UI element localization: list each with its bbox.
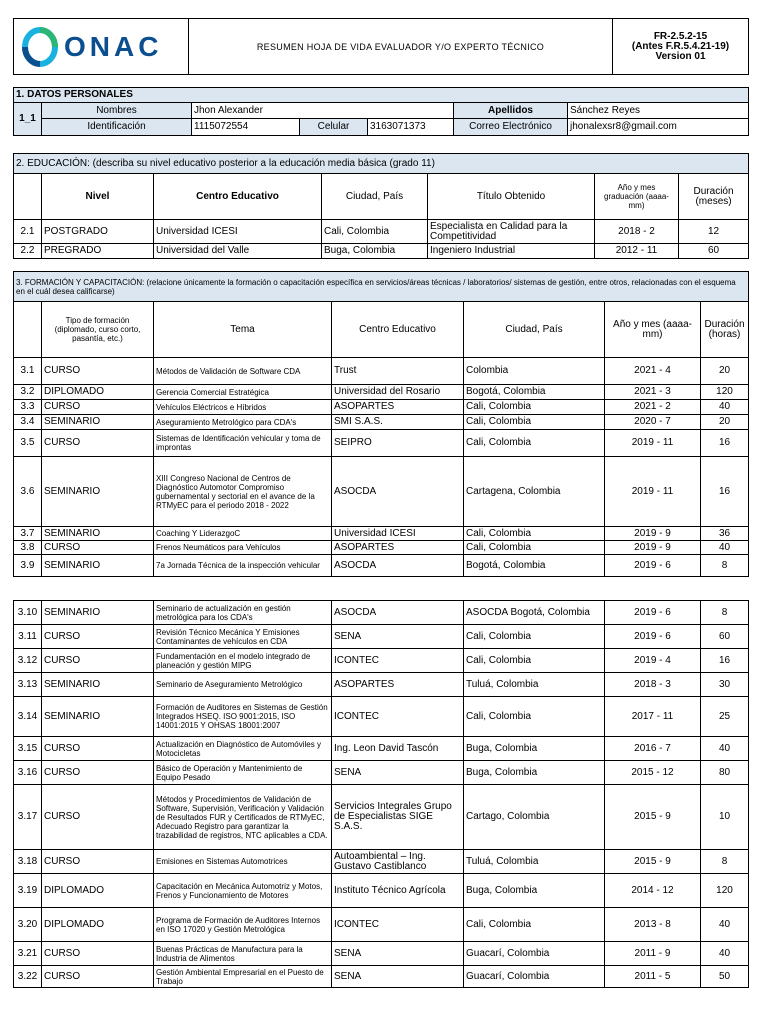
training-ciudad: Cali, Colombia bbox=[464, 527, 605, 541]
training-fecha: 2019 - 6 bbox=[605, 555, 701, 577]
training-row bbox=[14, 874, 749, 908]
training-row bbox=[14, 385, 749, 400]
training-num: 3.5 bbox=[14, 430, 42, 457]
training-tipo: SEMINARIO bbox=[42, 673, 154, 697]
training-row bbox=[14, 697, 749, 737]
section-1-title: 1. DATOS PERSONALES bbox=[14, 88, 749, 103]
training-row bbox=[14, 527, 749, 541]
training-horas: 8 bbox=[701, 555, 749, 577]
training-num: 3.17 bbox=[14, 785, 42, 850]
training-horas: 40 bbox=[701, 541, 749, 555]
education-nivel: POSTGRADO bbox=[42, 220, 154, 244]
training-ciudad: Cali, Colombia bbox=[464, 908, 605, 942]
education-row bbox=[14, 244, 749, 259]
training-row bbox=[14, 850, 749, 874]
training-ciudad: Colombia bbox=[464, 358, 605, 385]
celular-label: Celular bbox=[300, 119, 368, 136]
training-tipo: CURSO bbox=[42, 625, 154, 649]
training-horas: 120 bbox=[701, 874, 749, 908]
training-fecha: 2019 - 11 bbox=[605, 430, 701, 457]
training-row bbox=[14, 761, 749, 785]
personal-row-id: 1_1 bbox=[14, 103, 42, 136]
training-num: 3.9 bbox=[14, 555, 42, 577]
education-centro: Universidad del Valle bbox=[154, 244, 322, 259]
training-ciudad: Guacarí, Colombia bbox=[464, 966, 605, 988]
training-tipo: CURSO bbox=[42, 649, 154, 673]
training-tipo: SEMINARIO bbox=[42, 527, 154, 541]
training-centro: ASOCDA bbox=[332, 457, 464, 527]
training-horas: 20 bbox=[701, 415, 749, 430]
training-num: 3.4 bbox=[14, 415, 42, 430]
training-fecha: 2019 - 6 bbox=[605, 625, 701, 649]
training-row bbox=[14, 625, 749, 649]
training-row bbox=[14, 649, 749, 673]
training-num: 3.14 bbox=[14, 697, 42, 737]
training-horas: 16 bbox=[701, 430, 749, 457]
training-tema: Fundamentación en el modelo integrado de planeación y gestión MIPG bbox=[154, 649, 332, 673]
education-header-num bbox=[14, 174, 42, 220]
training-row bbox=[14, 430, 749, 457]
code-line-2: (Antes F.R.5.4.21-19) bbox=[631, 40, 730, 52]
training-row bbox=[14, 415, 749, 430]
training-num: 3.16 bbox=[14, 761, 42, 785]
training-tema: Gerencia Comercial Estratégica bbox=[154, 385, 332, 400]
training-centro: ASOCDA bbox=[332, 601, 464, 625]
training-tema: Programa de Formación de Auditores Internos en ISO 17020 y Gestión Metrológica bbox=[154, 908, 332, 942]
training-num: 3.11 bbox=[14, 625, 42, 649]
education-num: 2.1 bbox=[14, 220, 42, 244]
header-table bbox=[13, 18, 749, 75]
training-tema: Coaching Y LiderazgoC bbox=[154, 527, 332, 541]
training-ciudad: Cali, Colombia bbox=[464, 430, 605, 457]
education-nivel: PREGRADO bbox=[42, 244, 154, 259]
training-horas: 60 bbox=[701, 625, 749, 649]
training-horas: 40 bbox=[701, 908, 749, 942]
training-fecha: 2016 - 7 bbox=[605, 737, 701, 761]
training-tipo: CURSO bbox=[42, 966, 154, 988]
training-centro: ICONTEC bbox=[332, 649, 464, 673]
training-horas: 25 bbox=[701, 697, 749, 737]
training-tema: Capacitación en Mecánica Automotriz y Motos, Frenos y Funcionamiento de Motores bbox=[154, 874, 332, 908]
training-centro: ASOCDA bbox=[332, 555, 464, 577]
training-fecha: 2021 - 4 bbox=[605, 358, 701, 385]
logo-cell bbox=[14, 19, 189, 75]
training-horas: 40 bbox=[701, 942, 749, 966]
training-centro: Instituto Técnico Agrícola bbox=[332, 874, 464, 908]
training-num: 3.15 bbox=[14, 737, 42, 761]
training-fecha: 2019 - 9 bbox=[605, 541, 701, 555]
training-ciudad: Buga, Colombia bbox=[464, 737, 605, 761]
training-ciudad: Cartago, Colombia bbox=[464, 785, 605, 850]
training-fecha: 2011 - 9 bbox=[605, 942, 701, 966]
training-horas: 8 bbox=[701, 850, 749, 874]
training-ciudad: Guacarí, Colombia bbox=[464, 942, 605, 966]
training-num: 3.13 bbox=[14, 673, 42, 697]
training-tipo: CURSO bbox=[42, 358, 154, 385]
education-centro: Universidad ICESI bbox=[154, 220, 322, 244]
education-table bbox=[13, 153, 749, 259]
training-fecha: 2021 - 2 bbox=[605, 400, 701, 415]
training-fecha: 2014 - 12 bbox=[605, 874, 701, 908]
training-ciudad: Cali, Colombia bbox=[464, 415, 605, 430]
training-row bbox=[14, 541, 749, 555]
training-centro: SENA bbox=[332, 761, 464, 785]
training-centro: ASOPARTES bbox=[332, 400, 464, 415]
education-fecha: 2012 - 11 bbox=[595, 244, 679, 259]
training-tema: Vehículos Eléctricos e Híbridos bbox=[154, 400, 332, 415]
code-line-3: Version 01 bbox=[655, 50, 706, 62]
training-tema: Métodos y Procedimientos de Validación de Software, Supervisión, Verificación y Validación de Resultados FUR y Certificados de RTMyEC, Adecuado Registro para garantizar la trazabilidad de registros, NTC aplicables a CDA. bbox=[154, 785, 332, 850]
training-row bbox=[14, 908, 749, 942]
training-tipo: CURSO bbox=[42, 430, 154, 457]
training-fecha: 2019 - 11 bbox=[605, 457, 701, 527]
training-row bbox=[14, 785, 749, 850]
identificacion-label: Identificación bbox=[42, 119, 192, 136]
training-centro: SEIPRO bbox=[332, 430, 464, 457]
training-header-4: Año y mes (aaaa-mm) bbox=[605, 302, 701, 358]
training-num: 3.2 bbox=[14, 385, 42, 400]
training-tipo: SEMINARIO bbox=[42, 601, 154, 625]
training-horas: 20 bbox=[701, 358, 749, 385]
training-tema: Formación de Auditores en Sistemas de Gestión Integrados HSEQ. ISO 9001:2015, ISO 14001:2015 Y OHSAS 18001:2007 bbox=[154, 697, 332, 737]
education-header-2: Ciudad, País bbox=[322, 174, 428, 220]
training-tipo: CURSO bbox=[42, 541, 154, 555]
training-row bbox=[14, 358, 749, 385]
identificacion-value: 1115072554 bbox=[192, 119, 300, 136]
training-fecha: 2018 - 3 bbox=[605, 673, 701, 697]
training-horas: 30 bbox=[701, 673, 749, 697]
personal-data-table bbox=[13, 87, 749, 136]
training-ciudad: Cali, Colombia bbox=[464, 400, 605, 415]
training-horas: 36 bbox=[701, 527, 749, 541]
training-fecha: 2019 - 6 bbox=[605, 601, 701, 625]
training-centro: ICONTEC bbox=[332, 908, 464, 942]
correo-label: Correo Electrónico bbox=[454, 119, 568, 136]
training-ciudad: Cali, Colombia bbox=[464, 649, 605, 673]
training-table-continued bbox=[13, 600, 749, 988]
training-tema: Seminario de actualización en gestión metrológica para los CDA's bbox=[154, 601, 332, 625]
training-horas: 40 bbox=[701, 400, 749, 415]
training-tema: Gestión Ambiental Empresarial en el Puesto de Trabajo bbox=[154, 966, 332, 988]
apellidos-value: Sánchez Reyes bbox=[568, 103, 749, 119]
training-horas: 120 bbox=[701, 385, 749, 400]
document-title: RESUMEN HOJA DE VIDA EVALUADOR Y/O EXPERTO TÉCNICO bbox=[189, 19, 613, 75]
training-ciudad: Tuluá, Colombia bbox=[464, 673, 605, 697]
education-ciudad: Buga, Colombia bbox=[322, 244, 428, 259]
training-tema: Frenos Neumáticos para Vehículos bbox=[154, 541, 332, 555]
training-centro: ASOPARTES bbox=[332, 673, 464, 697]
training-header-5: Duración (horas) bbox=[701, 302, 749, 358]
education-duracion: 12 bbox=[679, 220, 749, 244]
training-centro: ICONTEC bbox=[332, 697, 464, 737]
training-centro: Ing. Leon David Tascón bbox=[332, 737, 464, 761]
section-3-title: 3. FORMACIÓN Y CAPACITACIÓN: (relacione únicamente la formación o capacitación específica en servicios/áreas técnicas / laboratorios/ sistemas de gestión, entre otros, relacionadas con el esquema en el cuál desea calificarse) bbox=[14, 272, 749, 302]
training-centro: Servicios Integrales Grupo de Especialistas SIGE S.A.S. bbox=[332, 785, 464, 850]
training-tema: Seminario de Aseguramiento Metrológico bbox=[154, 673, 332, 697]
training-tipo: CURSO bbox=[42, 850, 154, 874]
training-centro: Trust bbox=[332, 358, 464, 385]
training-num: 3.8 bbox=[14, 541, 42, 555]
training-fecha: 2020 - 7 bbox=[605, 415, 701, 430]
training-tema: Métodos de Validación de Software CDA bbox=[154, 358, 332, 385]
training-tipo: CURSO bbox=[42, 942, 154, 966]
training-horas: 16 bbox=[701, 649, 749, 673]
training-ciudad: Cali, Colombia bbox=[464, 697, 605, 737]
education-duracion: 60 bbox=[679, 244, 749, 259]
training-tipo: DIPLOMADO bbox=[42, 874, 154, 908]
training-centro: SENA bbox=[332, 625, 464, 649]
training-tipo: CURSO bbox=[42, 737, 154, 761]
training-num: 3.7 bbox=[14, 527, 42, 541]
training-tipo: SEMINARIO bbox=[42, 457, 154, 527]
training-ciudad: Bogotá, Colombia bbox=[464, 555, 605, 577]
training-ciudad: Tuluá, Colombia bbox=[464, 850, 605, 874]
training-horas: 10 bbox=[701, 785, 749, 850]
training-num: 3.12 bbox=[14, 649, 42, 673]
training-ciudad: Cartagena, Colombia bbox=[464, 457, 605, 527]
training-num: 3.21 bbox=[14, 942, 42, 966]
code-line-1: FR-2.5.2-15 bbox=[653, 30, 708, 42]
training-horas: 80 bbox=[701, 761, 749, 785]
training-tema: Sistemas de Identificación vehicular y toma de improntas bbox=[154, 430, 332, 457]
training-tipo: CURSO bbox=[42, 761, 154, 785]
training-tipo: CURSO bbox=[42, 785, 154, 850]
training-tema: Revisión Técnico Mecánica Y Emisiones Contaminantes de vehículos en CDA bbox=[154, 625, 332, 649]
training-num: 3.3 bbox=[14, 400, 42, 415]
training-ciudad: ASOCDA Bogotá, Colombia bbox=[464, 601, 605, 625]
document-code bbox=[613, 19, 749, 75]
training-tema: Básico de Operación y Mantenimiento de Equipo Pesado bbox=[154, 761, 332, 785]
training-centro: ASOPARTES bbox=[332, 541, 464, 555]
training-tema: Buenas Prácticas de Manufactura para la Industria de Alimentos bbox=[154, 942, 332, 966]
training-num: 3.20 bbox=[14, 908, 42, 942]
training-header-3: Ciudad, País bbox=[464, 302, 605, 358]
training-horas: 40 bbox=[701, 737, 749, 761]
training-row bbox=[14, 555, 749, 577]
training-num: 3.19 bbox=[14, 874, 42, 908]
education-header-3: Título Obtenido bbox=[428, 174, 595, 220]
training-row bbox=[14, 601, 749, 625]
training-tipo: CURSO bbox=[42, 400, 154, 415]
training-row bbox=[14, 400, 749, 415]
education-header-4: Año y mes graduación (aaaa-mm) bbox=[595, 174, 679, 220]
training-num: 3.1 bbox=[14, 358, 42, 385]
training-tipo: DIPLOMADO bbox=[42, 385, 154, 400]
training-fecha: 2021 - 3 bbox=[605, 385, 701, 400]
training-num: 3.18 bbox=[14, 850, 42, 874]
training-tema: Actualización en Diagnóstico de Automóviles y Motocicletas bbox=[154, 737, 332, 761]
training-horas: 16 bbox=[701, 457, 749, 527]
training-ciudad: Cali, Colombia bbox=[464, 625, 605, 649]
training-fecha: 2011 - 5 bbox=[605, 966, 701, 988]
training-ciudad: Cali, Colombia bbox=[464, 541, 605, 555]
training-num: 3.10 bbox=[14, 601, 42, 625]
training-fecha: 2019 - 4 bbox=[605, 649, 701, 673]
nombres-value: Jhon Alexander bbox=[192, 103, 454, 119]
logo-text: ONAC bbox=[64, 30, 163, 62]
training-centro: Universidad del Rosario bbox=[332, 385, 464, 400]
training-fecha: 2015 - 12 bbox=[605, 761, 701, 785]
training-table bbox=[13, 271, 749, 577]
training-fecha: 2017 - 11 bbox=[605, 697, 701, 737]
training-header-0: Tipo de formación (diplomado, curso corto, pasantía, etc.) bbox=[42, 302, 154, 358]
training-num: 3.6 bbox=[14, 457, 42, 527]
training-centro: Autoambiental – Ing. Gustavo Castiblanco bbox=[332, 850, 464, 874]
training-tipo: SEMINARIO bbox=[42, 697, 154, 737]
training-tipo: DIPLOMADO bbox=[42, 908, 154, 942]
training-horas: 8 bbox=[701, 601, 749, 625]
education-header-5: Duración (meses) bbox=[679, 174, 749, 220]
training-row bbox=[14, 942, 749, 966]
education-ciudad: Cali, Colombia bbox=[322, 220, 428, 244]
training-ciudad: Buga, Colombia bbox=[464, 761, 605, 785]
training-fecha: 2015 - 9 bbox=[605, 785, 701, 850]
celular-value: 3163071373 bbox=[368, 119, 454, 136]
apellidos-label: Apellidos bbox=[454, 103, 568, 119]
training-row bbox=[14, 673, 749, 697]
training-row bbox=[14, 457, 749, 527]
training-header-2: Centro Educativo bbox=[332, 302, 464, 358]
education-header-0: Nivel bbox=[42, 174, 154, 220]
onac-logo-icon bbox=[22, 27, 58, 67]
training-ciudad: Bogotá, Colombia bbox=[464, 385, 605, 400]
training-fecha: 2015 - 9 bbox=[605, 850, 701, 874]
training-header-num bbox=[14, 302, 42, 358]
training-centro: SMI S.A.S. bbox=[332, 415, 464, 430]
education-titulo: Ingeniero Industrial bbox=[428, 244, 595, 259]
nombres-label: Nombres bbox=[42, 103, 192, 119]
education-num: 2.2 bbox=[14, 244, 42, 259]
training-fecha: 2019 - 9 bbox=[605, 527, 701, 541]
training-row bbox=[14, 966, 749, 988]
training-horas: 50 bbox=[701, 966, 749, 988]
education-header-1: Centro Educativo bbox=[154, 174, 322, 220]
training-centro: Universidad ICESI bbox=[332, 527, 464, 541]
training-tema: Aseguramiento Metrológico para CDA's bbox=[154, 415, 332, 430]
training-tema: XIII Congreso Nacional de Centros de Diagnóstico Automotor Compromiso gubernamental y sectorial en el avance de la RTMyEC para el periodo 2018 - 2022 bbox=[154, 457, 332, 527]
training-header-1: Tema bbox=[154, 302, 332, 358]
training-ciudad: Buga, Colombia bbox=[464, 874, 605, 908]
education-titulo: Especialista en Calidad para la Competitividad bbox=[428, 220, 595, 244]
section-2-title: 2. EDUCACIÓN: (describa su nivel educativo posterior a la educación media básica (grado 11) bbox=[14, 154, 749, 174]
training-centro: SENA bbox=[332, 942, 464, 966]
training-tema: 7a Jornada Técnica de la inspección vehicular bbox=[154, 555, 332, 577]
education-fecha: 2018 - 2 bbox=[595, 220, 679, 244]
training-tema: Emisiones en Sistemas Automotrices bbox=[154, 850, 332, 874]
education-row bbox=[14, 220, 749, 244]
training-tipo: SEMINARIO bbox=[42, 415, 154, 430]
correo-value: jhonalexsr8@gmail.com bbox=[568, 119, 749, 136]
training-num: 3.22 bbox=[14, 966, 42, 988]
training-tipo: SEMINARIO bbox=[42, 555, 154, 577]
training-row bbox=[14, 737, 749, 761]
training-fecha: 2013 - 8 bbox=[605, 908, 701, 942]
training-centro: SENA bbox=[332, 966, 464, 988]
